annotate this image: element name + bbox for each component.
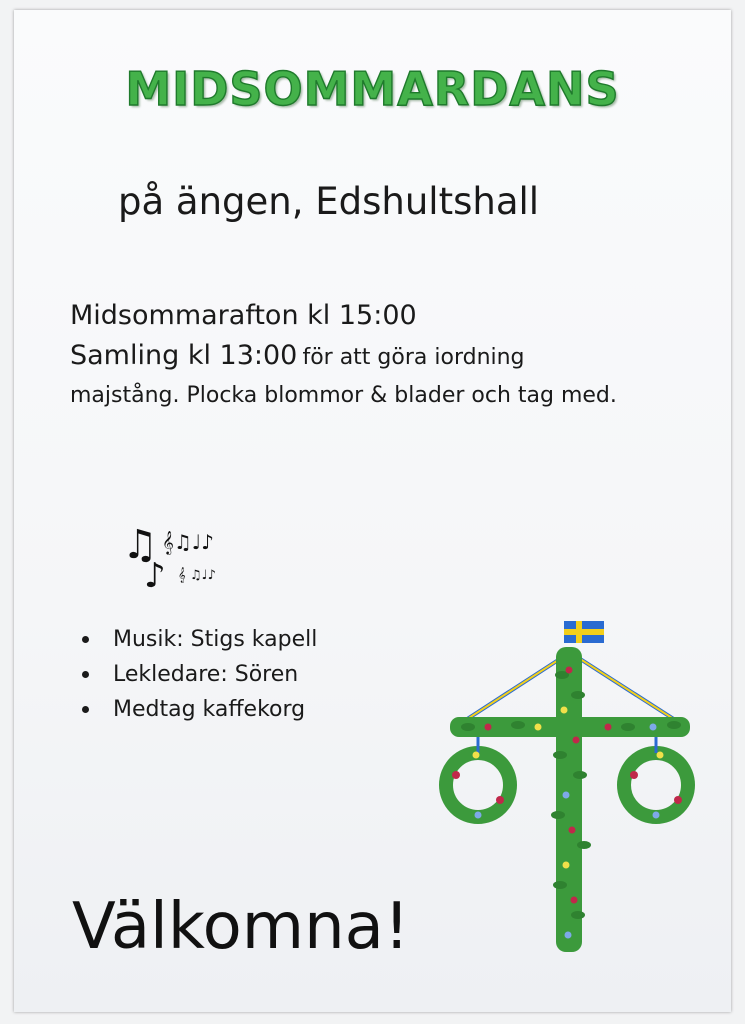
- list-item: Lekledare: Sören: [82, 657, 317, 692]
- gathering-line: [70, 336, 730, 376]
- poster-title: MIDSOMMARDANS: [125, 62, 620, 116]
- welcome-text: Välkomna!: [72, 890, 410, 964]
- event-info: [70, 296, 730, 416]
- list-item: Medtag kaffekorg: [82, 692, 317, 727]
- poster-sheet: [14, 10, 731, 1012]
- maypole-icon: [438, 615, 703, 960]
- gathering-purpose: för att göra iordning: [302, 345, 525, 370]
- gathering-instructions: majstång. Plocka blommor & blader och tag med.: [70, 383, 617, 408]
- music-notes-icon: ♫ 𝄞♫♩♪ ♪ 𝄞 ♫♩♪: [122, 522, 216, 596]
- swedish-flag-icon: [564, 621, 604, 643]
- poster-subtitle: på ängen, Edshultshall: [118, 180, 540, 223]
- list-item: Musik: Stigs kapell: [82, 622, 317, 657]
- info-list: [82, 622, 317, 727]
- gathering-time: Samling kl 13:00: [70, 340, 298, 371]
- event-time: Midsommarafton kl 15:00: [70, 300, 417, 331]
